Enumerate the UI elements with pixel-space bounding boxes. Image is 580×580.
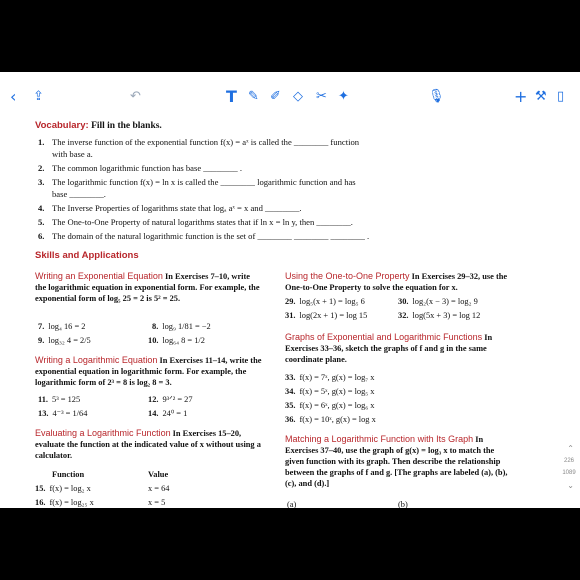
text-tool-icon[interactable]: T [226, 87, 237, 106]
exercise: 32. log(5x + 3) = log 12 [398, 311, 481, 320]
table-header-function: Function [52, 470, 85, 479]
wrench-icon[interactable]: ⚒ [535, 89, 547, 104]
page-number: 226 [563, 458, 574, 464]
vocabulary-heading: Vocabulary: Fill in the blanks. [35, 120, 162, 131]
eraser-icon[interactable]: ◇ [293, 89, 303, 104]
graph-label-b: (b) [398, 500, 408, 508]
exercise: 7. log₄ 16 = 2 [38, 322, 86, 331]
exercise: 10. log₆₄ 8 = 1/2 [148, 336, 205, 345]
left-section-2: Writing a Logarithmic Equation In Exercises 11–14, write the exponential equation in logarithmic form. For example, the logarithmic form of 2³ = 8 is log₂ 8 = 3. [35, 355, 262, 387]
scroll-down-icon[interactable]: ⌄ [567, 481, 574, 490]
table-header-value: Value [148, 470, 169, 479]
scroll-up-icon[interactable]: ⌃ [567, 444, 574, 453]
lasso-icon[interactable]: ✦ [338, 89, 349, 104]
left-section-3: Evaluating a Logarithmic Function In Exercises 15–20, evaluate the function at the indicated value of x without using a calculator. [35, 428, 261, 460]
page-icon[interactable]: ▯ [557, 89, 565, 104]
exercise: 30. log₂(x − 3) = log₂ 9 [398, 297, 478, 306]
exercise: 36. f(x) = 10ˣ, g(x) = log x [285, 415, 376, 424]
vocab-item: 6. The domain of the natural logarithmic function is the set of ________ ________ ________ . [38, 231, 370, 241]
table-row: 16. f(x) = log₂₅ x [35, 498, 94, 507]
vocab-item: 2. The common logarithmic function has base ________ . [38, 163, 242, 173]
page-total: 1089 [562, 470, 576, 476]
exercise: 12. 9³ᐟ² = 27 [148, 395, 193, 404]
table-cell: x = 64 [148, 484, 170, 493]
exercise: 13. 4⁻³ = 1/64 [38, 409, 88, 418]
back-chevron-icon[interactable]: ‹ [10, 87, 17, 106]
left-section-1: Writing an Exponential Equation In Exercises 7–10, write the logarithmic equation in exponential form. For example, the exponential form of log₅ 25 = 2 is 5² = 25. [35, 271, 260, 303]
exercise: 8. log₉ 1/81 = −2 [152, 322, 211, 331]
toolbar [0, 86, 580, 108]
table-cell: x = 5 [148, 498, 166, 507]
right-section-1: Using the One-to-One Property In Exercises 29–32, use the One-to-One Property to solve the equation for x. [285, 271, 508, 292]
table-row: 15. f(x) = log₂ x [35, 484, 91, 493]
exercise: 31. log(2x + 1) = log 15 [285, 311, 368, 320]
exercise: 33. f(x) = 7ˣ, g(x) = log₇ x [285, 373, 375, 382]
exercise: 35. f(x) = 6ˣ, g(x) = log₆ x [285, 401, 375, 410]
exercise: 29. log₅(x + 1) = log₅ 6 [285, 297, 365, 306]
document-page[interactable] [0, 108, 580, 508]
app-screen [0, 72, 580, 508]
pen-icon[interactable]: ✎ [248, 89, 259, 104]
vocab-item: 3. The logarithmic function f(x) = ln x is called the ________ logarithmic function and has base ________. [38, 177, 356, 199]
exercise: 9. log₃₂ 4 = 2/5 [38, 336, 91, 345]
vocab-item: 1. The inverse function of the exponential function f(x) = aˣ is called the ________ function with base a. [38, 137, 360, 159]
vocab-item: 5. The One-to-One Property of natural logarithms states that if ln x = ln y, then ________. [38, 217, 353, 227]
right-section-3: Matching a Logarithmic Function with Its Graph In Exercises 37–40, use the graph of g(x) = log₃ x to match the given function with its graph. Then describe the relationship between the graphs of f and g. [The graphs are labeled (a), (b), (c), and (d).] [285, 434, 508, 488]
highlighter-icon[interactable]: ✐ [270, 89, 281, 104]
exercise: 11. 5³ = 125 [38, 395, 81, 404]
share-icon[interactable]: ⇪ [33, 89, 44, 104]
exercise: 34. f(x) = 5ˣ, g(x) = log₅ x [285, 387, 375, 396]
add-icon[interactable]: + [514, 87, 528, 106]
undo-icon[interactable]: ↶ [130, 89, 141, 104]
scissors-icon[interactable]: ✂ [316, 89, 327, 104]
vocab-item: 4. The Inverse Properties of logarithms state that logₐ aˣ = x and ________. [38, 203, 302, 213]
right-section-2: Graphs of Exponential and Logarithmic Functions In Exercises 33–36, sketch the graphs of f and g in the same coordinate plane. [285, 332, 493, 364]
skills-heading: Skills and Applications [35, 250, 139, 261]
microphone-icon[interactable]: 🎙 [428, 89, 445, 104]
graph-label-a: (a) [287, 500, 297, 508]
exercise: 14. 24⁰ = 1 [148, 409, 188, 418]
